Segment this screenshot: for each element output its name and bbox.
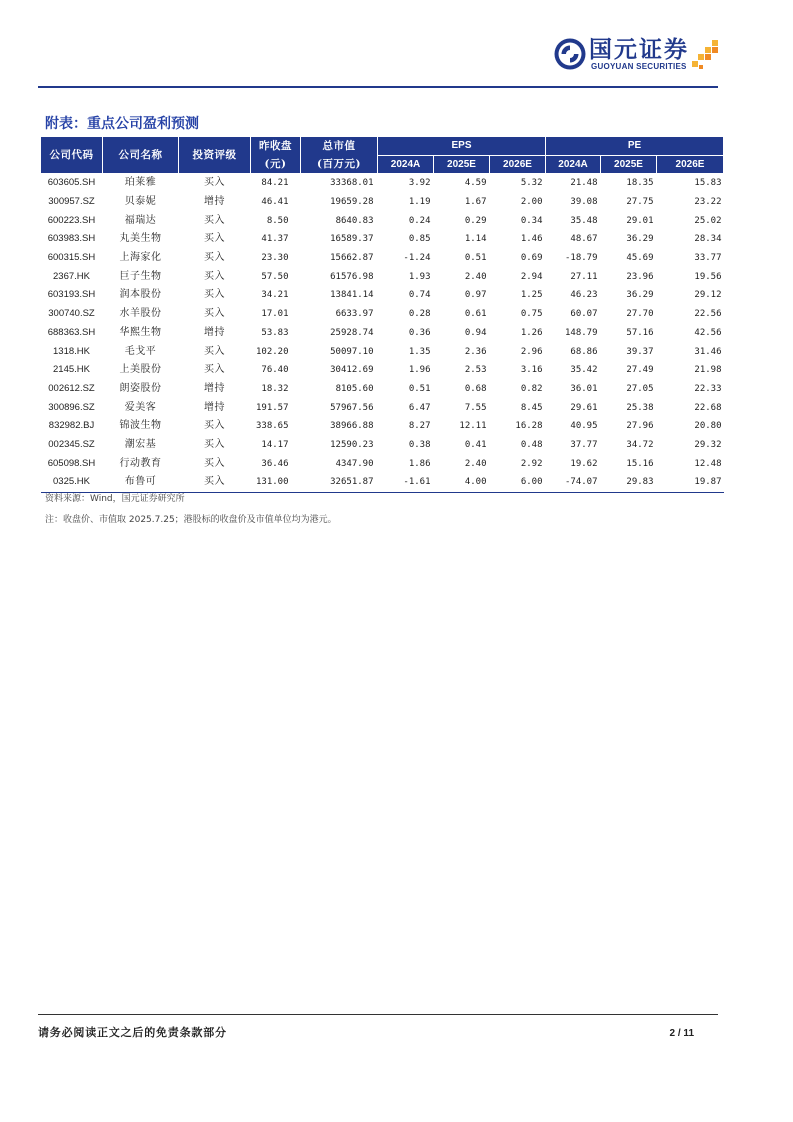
table-row [41,473,724,492]
header-pe: PE [546,137,724,156]
pe-2025e: 57.16 [626,327,654,338]
eps-2025e: 0.68 [464,383,487,394]
pe-2026e: 33.77 [694,253,722,264]
pe-2024a: 27.11 [570,271,598,282]
eps-2026e: 0.34 [520,215,543,226]
company-code: 600223.SH [47,214,96,226]
company-name: 上海家化 [119,252,162,264]
pe-2025e: 27.96 [626,421,654,432]
pe-2025e: 27.49 [626,365,654,376]
header-eps-2025e: 2025E [434,156,490,174]
pe-2024a: 68.86 [570,346,598,357]
eps-2024a: 0.74 [408,290,431,301]
investment-rating: 买入 [204,420,225,432]
company-name: 布鲁可 [103,473,179,492]
pe-2025e: 15.16 [626,458,654,469]
pe-2026e: 22.56 [694,309,722,320]
company-code: 600315.SH [47,252,96,264]
pe-2026e: 29.32 [694,439,722,450]
remark-note: 注：收盘价、市值取 2025.7.25；港股标的收盘价及市值单位均为港元。 [45,515,337,525]
pe-2025e: 45.69 [626,253,654,264]
company-code: 605098.SH [47,457,96,469]
eps-2025e: 2.40 [464,458,487,469]
close-price: 41.37 [261,234,289,245]
pe-2024a: -74.07 [546,473,601,492]
eps-2026e: 2.00 [520,197,543,208]
table-row [41,417,724,436]
eps-2024a: 0.36 [408,327,431,338]
pe-2024a: -18.79 [565,253,598,264]
eps-2026e: 2.96 [520,346,543,357]
header-close-price-label: 昨收盘 [259,140,292,152]
investment-rating: 买入 [204,233,225,245]
pe-2026e: 42.56 [694,327,722,338]
eps-2026e: 1.26 [520,327,543,338]
close-price: 338.65 [255,421,289,432]
pe-2026e: 22.33 [694,383,722,394]
pe-2025e: 27.70 [626,309,654,320]
investment-rating: 买入 [204,308,225,320]
pe-2025e: 39.37 [626,346,654,357]
company-code: 603605.SH [47,177,96,189]
close-price: 14.17 [261,439,289,450]
company-code: 002612.SZ [48,382,95,394]
close-price: 34.21 [261,290,289,301]
pe-2026e: 25.02 [694,215,722,226]
market-cap: 4347.90 [335,458,374,469]
eps-2024a: 1.86 [408,458,431,469]
eps-2026e: 1.25 [520,290,543,301]
market-cap: 19659.28 [330,197,374,208]
investment-rating: 买入 [204,345,225,357]
header-market-cap-unit: (百万元) [317,158,361,170]
investment-rating: 买入 [204,289,225,301]
close-price: 131.00 [251,473,301,492]
company-code: 300957.SZ [48,196,95,208]
eps-2026e: 2.92 [520,458,543,469]
table-row [41,436,724,455]
market-cap: 32651.87 [301,473,378,492]
company-name: 贝泰妮 [124,196,157,208]
eps-2024a: -1.61 [378,473,434,492]
market-cap: 6633.97 [335,309,374,320]
company-code: 0325.HK [41,473,103,492]
table-row [41,361,724,380]
eps-2026e: 0.69 [520,253,543,264]
eps-2025e: 12.11 [459,421,487,432]
pe-2026e: 15.83 [694,178,722,189]
eps-2025e: 2.40 [464,271,487,282]
eps-2024a: 8.27 [408,421,431,432]
pe-2024a: 48.67 [570,234,598,245]
brand-name-cn: 国元证券 [589,37,689,63]
eps-2026e: 0.82 [520,383,543,394]
investment-rating: 买入 [204,438,225,450]
company-code: 832982.BJ [48,420,95,432]
pe-2024a: 60.07 [570,309,598,320]
earnings-forecast-table [40,136,724,493]
pe-2026e: 28.34 [694,234,722,245]
header-market-cap-label: 总市值 [322,140,356,152]
investment-rating: 增持 [204,326,225,338]
company-name: 珀莱雅 [124,177,157,189]
eps-2024a: 1.35 [408,346,431,357]
eps-2026e: 0.48 [520,439,543,450]
close-price: 191.57 [255,402,289,413]
pe-2026e: 23.22 [694,197,722,208]
company-name: 水羊股份 [119,308,162,320]
company-name: 爱美客 [124,401,157,413]
table-row [41,267,724,286]
pe-2025e: 27.75 [626,197,654,208]
eps-2026e: 1.46 [520,234,543,245]
eps-2026e: 2.94 [520,271,543,282]
eps-2025e: 0.94 [464,327,487,338]
company-code: 603983.SH [47,233,96,245]
market-cap: 57967.56 [330,402,374,413]
eps-2025e: 0.41 [464,439,487,450]
header-close-price [251,137,301,174]
investment-rating: 增持 [204,382,225,394]
header-eps-2026e: 2026E [490,156,546,174]
header-close-price-unit: (元) [264,158,287,170]
company-name: 毛戈平 [124,345,157,357]
company-name: 锦波生物 [119,420,162,432]
header-pe-2024a: 2024A [546,156,601,174]
pe-2025e: 25.38 [626,402,654,413]
pe-2025e: 23.96 [626,271,654,282]
header-investment-rating: 投资评级 [179,137,251,174]
pe-2024a: 35.48 [570,215,598,226]
table-row [41,286,724,305]
company-name: 巨子生物 [119,270,162,282]
table-header-row [41,137,724,156]
company-name: 润本股份 [119,289,162,301]
pe-2025e: 27.05 [626,383,654,394]
company-name: 潮宏基 [124,438,157,450]
footer-divider [38,1014,718,1015]
table-row [41,230,724,249]
market-cap: 50097.10 [330,346,374,357]
investment-rating: 买入 [204,177,225,189]
eps-2025e: 4.59 [464,178,487,189]
table-row [41,211,724,230]
market-cap: 16589.37 [330,234,374,245]
table-row [41,305,724,324]
eps-2025e: 0.61 [464,309,487,320]
pe-2026e: 29.12 [694,290,722,301]
eps-2024a: 0.28 [408,309,431,320]
company-code: 688363.SH [47,326,96,338]
company-name: 上美股份 [119,364,162,376]
eps-2026e: 3.16 [520,365,543,376]
pe-2024a: 36.01 [570,383,598,394]
company-code: 300896.SZ [48,401,95,413]
pe-2026e: 20.80 [694,421,722,432]
company-name: 福瑞达 [124,214,157,226]
market-cap: 8640.83 [335,215,374,226]
market-cap: 25928.74 [330,327,374,338]
pe-2024a: 19.62 [570,458,598,469]
company-code: 300740.SZ [48,308,95,320]
eps-2026e: 0.75 [520,309,543,320]
eps-2025e: 2.36 [464,346,487,357]
market-cap: 30412.69 [330,365,374,376]
page-number: 2 / 11 [669,1028,694,1039]
eps-2024a: 0.51 [408,383,431,394]
close-price: 84.21 [261,178,289,189]
pe-2025e: 36.29 [626,234,654,245]
pe-2024a: 37.77 [570,439,598,450]
company-name: 行动教育 [119,457,162,469]
market-cap: 15662.87 [330,253,374,264]
header-pe-2026e: 2026E [657,156,724,174]
company-name: 华熙生物 [119,326,162,338]
eps-2025e: 2.53 [464,365,487,376]
eps-2025e: 7.55 [464,402,487,413]
close-price: 76.40 [261,365,289,376]
header-market-cap [301,137,378,174]
pe-2026e: 22.68 [694,402,722,413]
eps-2024a: 1.96 [408,365,431,376]
pe-2026e: 21.98 [694,365,722,376]
pe-2026e: 31.46 [694,346,722,357]
table-body [41,174,724,493]
table-row [41,398,724,417]
table-title: 附表：重点公司盈利预测 [45,116,199,132]
eps-2024a: 0.85 [408,234,431,245]
pe-2024a: 40.95 [570,421,598,432]
guoyuan-logo-icon [554,38,586,70]
eps-2024a: 6.47 [408,402,431,413]
close-price: 46.41 [261,197,289,208]
investment-rating: 买入 [204,270,225,282]
eps-2024a: 0.24 [408,215,431,226]
close-price: 8.50 [266,215,289,226]
pe-2024a: 35.42 [570,365,598,376]
eps-2026e: 6.00 [490,473,546,492]
table-header [41,137,724,174]
brand-squares-icon [692,38,720,72]
eps-2024a: 1.19 [408,197,431,208]
eps-2025e: 0.29 [464,215,487,226]
close-price: 36.46 [261,458,289,469]
close-price: 57.50 [261,271,289,282]
market-cap: 13841.14 [330,290,374,301]
market-cap: 8105.60 [335,383,374,394]
header-eps-2024a: 2024A [378,156,434,174]
table-row [41,342,724,361]
market-cap: 61576.98 [330,271,374,282]
close-price: 18.32 [261,383,289,394]
investment-rating: 买入 [204,364,225,376]
market-cap: 38966.88 [330,421,374,432]
investment-rating: 买入 [204,252,225,264]
table-row [41,193,724,212]
eps-2026e: 8.45 [520,402,543,413]
table-row [41,249,724,268]
investment-rating: 买入 [179,473,251,492]
header-eps: EPS [378,137,546,156]
eps-2025e: 4.00 [434,473,490,492]
table-row [41,324,724,343]
table-row [41,174,724,193]
eps-2025e: 0.51 [464,253,487,264]
eps-2024a: 1.93 [408,271,431,282]
pe-2026e: 12.48 [694,458,722,469]
company-code: 2145.HK [53,364,90,376]
investment-rating: 增持 [204,401,225,413]
market-cap: 33368.01 [330,178,374,189]
pe-2024a: 39.08 [570,197,598,208]
company-name: 丸美生物 [119,233,162,245]
company-code: 1318.HK [53,345,90,357]
eps-2025e: 1.67 [464,197,487,208]
close-price: 17.01 [261,309,289,320]
pe-2024a: 46.23 [570,290,598,301]
pe-2025e: 29.01 [626,215,654,226]
header-divider [38,86,718,88]
eps-2024a: -1.24 [403,253,431,264]
close-price: 102.20 [255,346,289,357]
eps-2024a: 3.92 [408,178,431,189]
eps-2025e: 0.97 [464,290,487,301]
market-cap: 12590.23 [330,439,374,450]
pe-2024a: 29.61 [570,402,598,413]
header-pe-2025e: 2025E [601,156,657,174]
pe-2024a: 148.79 [565,327,598,338]
investment-rating: 买入 [204,214,225,226]
close-price: 53.83 [261,327,289,338]
company-code: 002345.SZ [48,438,95,450]
pe-2025e: 36.29 [626,290,654,301]
investment-rating: 买入 [204,457,225,469]
close-price: 23.30 [261,253,289,264]
header-company-code: 公司代码 [41,137,103,174]
brand-name-en: GUOYUAN SECURITIES [591,62,687,71]
header-company-name: 公司名称 [103,137,179,174]
company-name: 朗姿股份 [119,382,162,394]
company-code: 2367.HK [53,270,90,282]
source-note: 资料来源：Wind，国元证券研究所 [45,494,185,504]
pe-2026e: 19.87 [657,473,724,492]
pe-2024a: 21.48 [570,178,598,189]
pe-2025e: 18.35 [626,178,654,189]
eps-2026e: 5.32 [520,178,543,189]
investment-rating: 增持 [204,196,225,208]
pe-2025e: 29.83 [601,473,657,492]
table-row [41,454,724,473]
pe-2026e: 19.56 [694,271,722,282]
pe-2025e: 34.72 [626,439,654,450]
table-row [41,380,724,399]
eps-2026e: 16.28 [515,421,543,432]
eps-2025e: 1.14 [464,234,487,245]
eps-2024a: 0.38 [408,439,431,450]
company-code: 603193.SH [47,289,96,301]
footer-disclaimer: 请务必阅读正文之后的免责条款部分 [38,1026,227,1039]
